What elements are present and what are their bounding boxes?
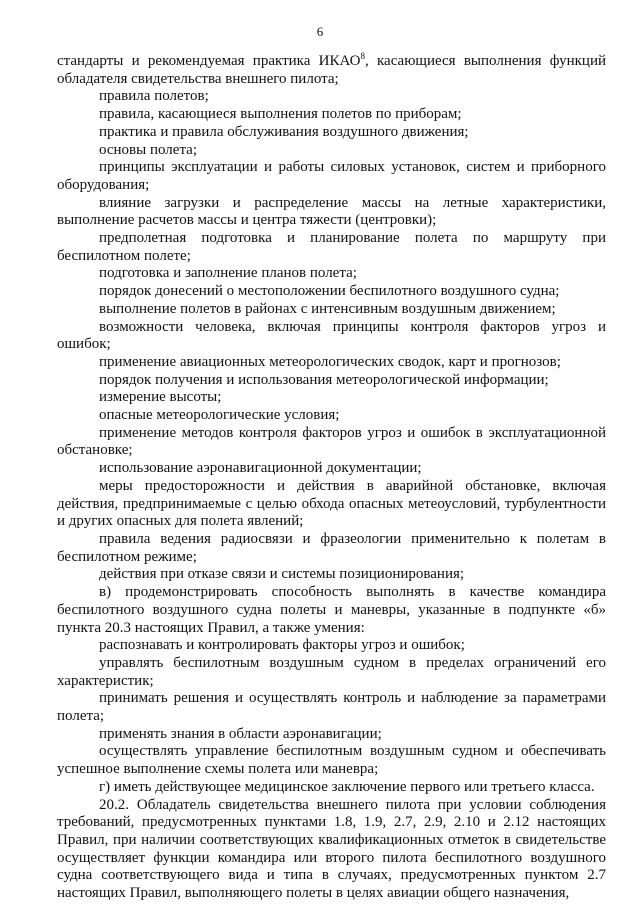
paragraph: распознавать и контролировать факторы угроз и ошибок; [99, 637, 465, 654]
paragraph: влияние загрузки и распределение массы на летные характеристики, выполнение расчетов массы и центра тяжести (центровки); [57, 194, 606, 229]
page-number: 6 [316, 24, 324, 39]
paragraph: применение методов контроля факторов угроз и ошибок в эксплуатационной обстановке; [57, 424, 606, 459]
paragraph: г) иметь действующее медицинское заключение первого или третьего класса. [99, 778, 595, 795]
paragraph: выполнение полетов в районах с интенсивным воздушным движением; [99, 300, 556, 317]
paragraph: правила ведения радиосвязи и фразеологии применительно к полетам в беспилотном режиме; [57, 530, 606, 565]
paragraph: осуществлять управление беспилотным воздушным судном и обеспечивать успешное выполнение схемы полета или маневра; [57, 743, 606, 778]
paragraph: предполетная подготовка и планирование полета по маршруту при беспилотном полете; [57, 230, 606, 264]
paragraph: основы полета; [99, 141, 198, 158]
paragraph-intro: стандарты и рекомендуемая практика ИКАО$^8$, касающиеся выполнения функций обладателя свидетельства внешнего пилота; [57, 51, 606, 87]
paragraph: применение авиационных метеорологических сводок, карт и прогнозов; [99, 353, 561, 370]
paragraph: измерение высоты; [99, 389, 222, 406]
paragraph: порядок получения и использования метеорологической информации; [99, 371, 549, 388]
paragraph: в) продемонстрировать способность выполнять в качестве командира беспилотного воздушного судна полеты и маневры, указанные в подпункте «б» пункта 20.3 настоящих Правил, а также умения: [57, 584, 606, 636]
paragraph: правила, касающиеся выполнения полетов по приборам; [99, 106, 462, 123]
paragraph: подготовка и заполнение планов полета; [99, 265, 357, 282]
footnote-marker: 8 [360, 51, 365, 61]
paragraph: опасные метеорологические условия; [99, 407, 340, 424]
paragraph: действия при отказе связи и системы позиционирования; [99, 566, 465, 583]
paragraph: 20.2. Обладатель свидетельства внешнего пилота при условии соблюдения требований, предусмотренных пунктами 1.8, 1.9, 2.7, 2.9, 2.10 и 2.12 настоящих Правил, при наличии соответствующих квалификационных отметок в свидетельстве осуществляет функции командира или второго пилота беспилотного воздушного судна соответствующего вида и типа в случаях, предусмотренных пунктом 2.7 настоящих Правил, выполняющего полеты в целях авиации общего назначения, [57, 796, 606, 902]
paragraph: применять знания в области аэронавигации; [99, 725, 382, 742]
paragraph: принимать решения и осуществлять контроль и наблюдение за параметрами полета; [57, 690, 606, 725]
paragraph: меры предосторожности и действия в аварийной обстановке, включая действия, предпринимаемые с целью обхода опасных метеоусловий, турбулентности и других опасных для полета явлений; [57, 477, 606, 530]
paragraph: возможности человека, включая принципы контроля факторов угроз и ошибок; [57, 318, 606, 353]
paragraph: управлять беспилотным воздушным судном в пределах ограничений его характеристик; [57, 654, 606, 689]
paragraph: порядок донесений о местоположении беспилотного воздушного судна; [99, 283, 560, 300]
body-text [57, 53, 606, 903]
paragraph: принципы эксплуатации и работы силовых установок, систем и приборного оборудования; [57, 159, 606, 193]
paragraph: правила полетов; [99, 88, 209, 105]
paragraph: использование аэронавигационной документации; [99, 460, 422, 477]
paragraph: практика и правила обслуживания воздушного движения; [99, 123, 469, 140]
